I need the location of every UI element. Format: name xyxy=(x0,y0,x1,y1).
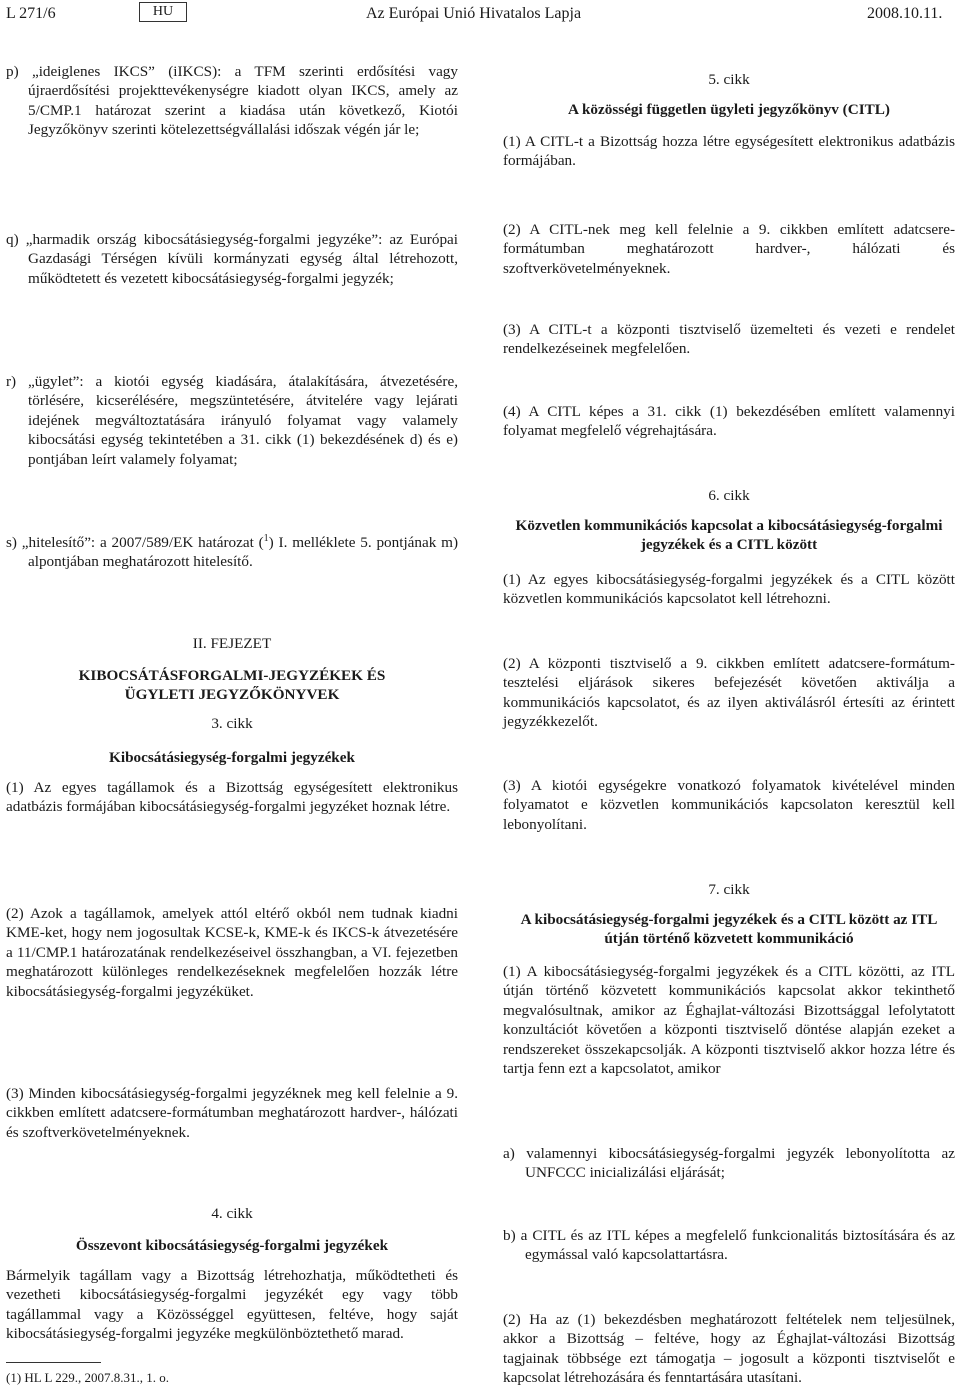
article-3-para-2: (2) Azok a tagállamok, amelyek attól eltérő okból nem tudnak kiadni KME-ket, hogy nem jogosultak KCSE-k, KME-k és IKCS-k átvezetésére a 11/CMP.1 határozatának rendelkezéseivel összhangban, a VI. fejezetben meghatározott különleges rendelkezéseknek megfelelően hozzák létre kibocsátásiegység-forgalmi jegyzéküket. xyxy=(6,905,458,1000)
chapter-number: II. FEJEZET xyxy=(192,635,272,652)
article-7-title: A kibocsátásiegység-forgalmi jegyzékek és a CITL között az ITL útján történő közvetett kommunikáció xyxy=(520,911,938,948)
definition-r xyxy=(6,372,458,469)
article-6-para-2: (2) A központi tisztviselő a 9. cikkben említett adatcsere-formátum-tesztelési eljárások sikeres befejezését követően aktiválja a kommunikációs kapcsolatot, és az ilyen aktiválásról értesíti az érintett jegyzékkezelőt. xyxy=(503,655,955,731)
language-badge: HU xyxy=(139,2,187,22)
article-5-para-3: (3) A CITL-t a központi tisztviselő üzemelteti és vezeti e rendelet rendelkezéseinek megfelelően. xyxy=(503,321,955,358)
article-5-para-2: (2) A CITL-nek meg kell felelnie a 9. cikkben említett adatcsere-formátumban meghatározott hardver-, hálózati és szoftverkövetelményeknek. xyxy=(503,221,955,277)
article-4-title: Összevont kibocsátásiegység-forgalmi jegyzékek xyxy=(75,1237,389,1254)
journal-title: Az Európai Unió Hivatalos Lapja xyxy=(366,5,582,22)
article-5-para-4: (4) A CITL képes a 31. cikk (1) bekezdésében említett valamennyi folyamat megfelelő végrehajtására. xyxy=(503,403,955,440)
article-4-para: Bármelyik tagállam vagy a Bizottság létrehozhatja, működtetheti és vezetheti kibocsátásiegység-forgalmi jegyzékét egy vagy több tagállammal vagy a Közösséggel együttesen, feltéve, hogy saját kibocsátásiegység-forgalmi jegyzéke megkülönböztethető marad. xyxy=(6,1267,458,1343)
article-3-para-3: (3) Minden kibocsátásiegység-forgalmi jegyzéknek meg kell felelnie a 9. cikkben említett adatcsere-formátumban meghatározott hardver-, hálózati és szoftverkövetelményeknek. xyxy=(6,1085,458,1141)
publication-date: 2008.10.11. xyxy=(867,5,943,22)
footnote-divider xyxy=(6,1362,101,1363)
footnote-marker: 1 xyxy=(263,532,269,544)
article-5-para-1: (1) A CITL-t a Bizottság hozza létre egységesített elektronikus adatbázis formájában. xyxy=(503,133,955,170)
definition-s-pre: s) „hitelesítő”: a 2007/589/EK határozat ( xyxy=(6,534,264,551)
article-7-para-1: (1) A kibocsátásiegység-forgalmi jegyzékek és a CITL közötti, az ITL útján történő közvetett kommunikációs kapcsolat akkor tekinthető megvalósultnak, amikor az Éghajlat-változási Bizottsággal lefolytatott konzultációt követően a központi tisztviselő döntése alapján ezeket a rendszereket összekapcsolják. A központi tisztviselő akkor hozza létre és tartja fenn ezt a kapcsolatot, amikor xyxy=(503,963,955,1078)
definition-r-text: r) „ügylet”: a kiotói egység kiadására, átalakítására, átvezetésére, törlésére, kicserélésére, megszüntetésére, átvitelére vagy lejárati idejének megváltoztatására irányuló folyamat vagy valamely kibocsátási egység tekintetében a 31. cikk (1) bekezdésének d) és e) pontjában leírt valamely folyamat; xyxy=(6,373,458,468)
article-6-para-3: (3) A kiotói egységekre vonatkozó folyamatok kivételével minden folyamatot e közvetlen kommunikációs kapcsolaton keresztül kell lebonyolítani. xyxy=(503,777,955,833)
article-7-para-2: (2) Ha az (1) bekezdésben meghatározott feltételek nem teljesülnek, akkor a Bizottság – feltéve, hogy az Éghajlat-változási Bizottság tagjainak többsége ezt támogatja – jogosult a központi tisztviselőt e kapcsolat létrehozására és fenntartására utasítani. xyxy=(503,1311,955,1387)
article-4-number: 4. cikk xyxy=(211,1205,253,1222)
chapter-title: KIBOCSÁTÁSFORGALMI-JEGYZÉKEK ÉS ÜGYLETI JEGYZŐKÖNYVEK xyxy=(78,667,386,704)
definition-s xyxy=(6,533,458,572)
footnote: (1) HL L 229., 2007.8.31., 1. o. xyxy=(6,1370,169,1385)
page-reference: L 271/6 xyxy=(6,5,56,22)
article-6-title: Közvetlen kommunikációs kapcsolat a kibocsátásiegység-forgalmi jegyzékek és a CITL között xyxy=(515,517,943,554)
article-3-number-text: 3. cikk xyxy=(211,715,253,732)
article-3-title: Kibocsátásiegység-forgalmi jegyzékek xyxy=(109,749,355,766)
article-3-para-1: (1) Az egyes tagállamok és a Bizottság egységesített elektronikus adatbázis formájában kibocsátásiegység-forgalmi jegyzéket hoznak létre. xyxy=(6,779,458,816)
page-header xyxy=(6,2,956,26)
definition-q: q) „harmadik ország kibocsátásiegység-forgalmi jegyzéke”: az Európai Gazdasági Térségen kívüli kormányzati egység által létrehozott, működtetett és vezetett kibocsátásiegység-forgalmi jegyzék; xyxy=(6,231,458,287)
article-6-para-1: (1) Az egyes kibocsátásiegység-forgalmi jegyzékek és a CITL között közvetlen kommunikációs kapcsolatot kell létrehozni. xyxy=(503,571,955,608)
definition-s-post: ) I. melléklete 5. pontjának m) alpontjában meghatározott hitelesítő. xyxy=(28,534,459,571)
article-5-number: 5. cikk xyxy=(708,71,750,88)
article-7-point-b: b) a CITL és az ITL képes a megfelelő funkcionalitás biztosítására és az egymással való kapcsolattartásra. xyxy=(503,1227,955,1264)
article-5-title: A közösségi független ügyleti jegyzőkönyv (CITL) xyxy=(568,101,890,118)
article-6-number: 6. cikk xyxy=(708,487,750,504)
article-7-point-a: a) valamennyi kibocsátásiegység-forgalmi jegyzék lebonyolította az UNFCCC inicializálási eljárását; xyxy=(503,1145,955,1182)
definition-p: p) „ideiglenes IKCS” (iIKCS): a TFM szerinti erdősítési vagy újraerdősítési projekttevékenységre kiadott olyan IKCS, amely az 5/CMP.1 határozat szerint a kiadása után következő, Kiotói Jegyzőkönyv szerinti kötelezettségvállalási időszak végén jár le; xyxy=(6,63,458,139)
article-7-number: 7. cikk xyxy=(708,881,750,898)
article-3-number xyxy=(6,714,458,733)
